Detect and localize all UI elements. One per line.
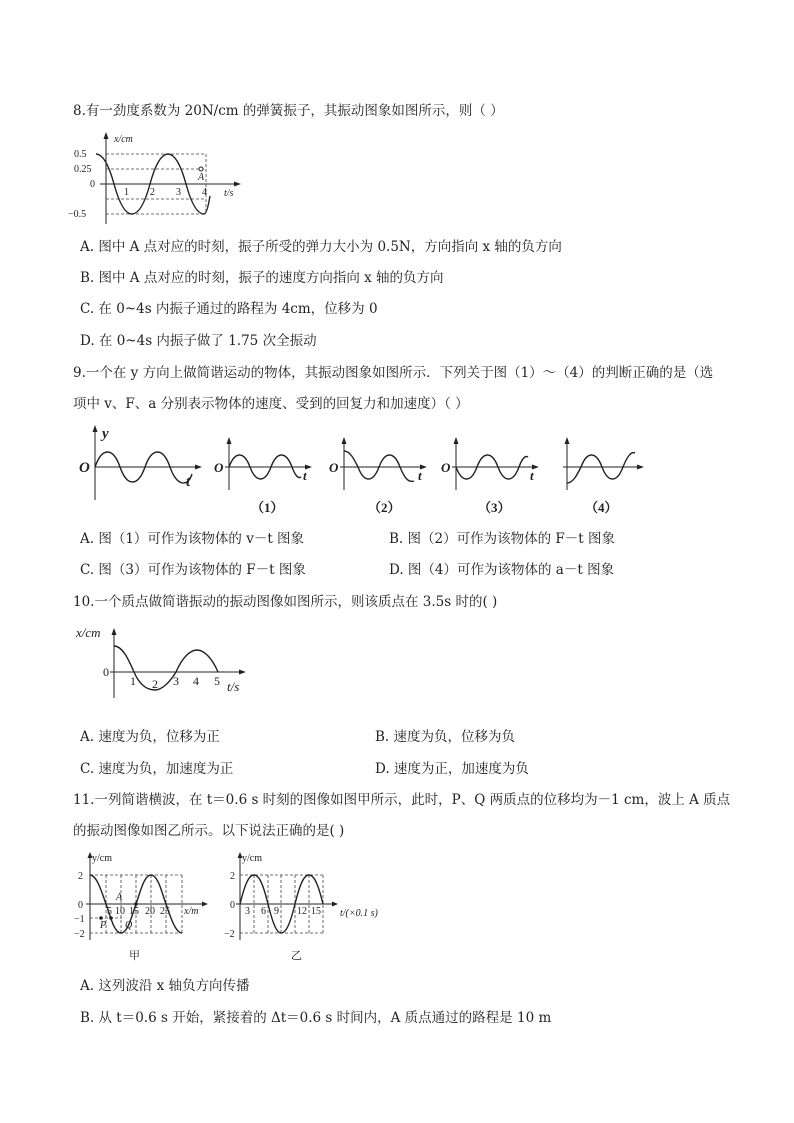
q10-xtick: 2 bbox=[152, 677, 158, 691]
q10-option-d: D. 速度为正，加速度为负 bbox=[375, 761, 529, 777]
q9-g2-xlabel: t bbox=[418, 468, 422, 483]
q8-point-a bbox=[199, 167, 203, 171]
q9-stem-line2: 项中 v、F、a 分别表示物体的速度、受到的回复力和加速度）（ ） bbox=[73, 396, 469, 412]
q11-yi-ylabel: y/cm bbox=[242, 853, 262, 864]
q11-yi-xtick: 9 bbox=[274, 906, 279, 917]
q10-xlabel: t/s bbox=[227, 679, 240, 694]
q8-option-d: D. 在 0~4s 内振子做了 1.75 次全振动 bbox=[80, 333, 317, 349]
q9-g1-origin: O bbox=[214, 460, 224, 475]
q11-option-b: B. 从 t＝0.6 s 开始，紧接着的 Δt＝0.6 s 时间内，A 质点通过的路程是 10 m bbox=[80, 1010, 552, 1026]
q10-option-b: B. 速度为负，位移为负 bbox=[375, 729, 516, 745]
q9-g1-xlabel: t bbox=[303, 468, 307, 483]
q8-xtick: 4 bbox=[202, 187, 207, 198]
q9-g3-caption: （3） bbox=[478, 500, 511, 515]
q11-jia-xtick: 5 bbox=[107, 906, 112, 917]
q10-graph bbox=[74, 620, 254, 700]
q11-yi-xtick: 6 bbox=[261, 906, 266, 917]
q9-option-b: B. 图（2）可作为该物体的 F－t 图象 bbox=[389, 531, 615, 547]
q11-jia-ytick: −1 bbox=[74, 914, 85, 925]
q9-g4-caption: （4） bbox=[585, 500, 618, 515]
q11-yi-ytick: 2 bbox=[230, 871, 235, 882]
q9-main-origin: O bbox=[79, 460, 90, 476]
q9-g3-xlabel: t bbox=[530, 468, 534, 483]
q9-g1-caption: （1） bbox=[251, 500, 284, 515]
q10-ylabel: x/cm bbox=[76, 625, 101, 640]
q11-jia-point-p: P bbox=[100, 920, 107, 931]
q10-option-a: A. 速度为负，位移为正 bbox=[80, 729, 220, 745]
q9-main-xlabel: t bbox=[186, 474, 191, 490]
q9-g2-caption: （2） bbox=[368, 500, 401, 515]
q8-xtick: 2 bbox=[150, 187, 155, 198]
q8-ylabel: x/cm bbox=[114, 134, 133, 145]
q8-graph bbox=[68, 128, 244, 228]
q8-option-c: C. 在 0~4s 内振子通过的路程为 4cm，位移为 0 bbox=[80, 301, 378, 317]
q8-ytick: 0.5 bbox=[74, 149, 87, 160]
q8-ytick: −0.5 bbox=[68, 209, 87, 220]
q11-jia-xtick: 20 bbox=[145, 906, 155, 917]
q11-yi-xtick: 12 bbox=[297, 906, 307, 917]
q11-jia-ylabel: y/cm bbox=[92, 853, 112, 864]
q11-jia-caption: 甲 bbox=[129, 950, 140, 962]
q11-jia-xtick: 15 bbox=[129, 906, 139, 917]
q11-yi-ytick: −2 bbox=[224, 929, 235, 940]
q11-stem-line2: 的振动图像如图乙所示。以下说法正确的是( ) bbox=[73, 823, 345, 839]
q9-graph-2 bbox=[328, 432, 438, 522]
q9-g3-origin: O bbox=[441, 460, 451, 475]
q11-yi-xlabel: t/(×0.1 s) bbox=[340, 908, 378, 919]
q10-origin: 0 bbox=[103, 665, 109, 679]
q8-ytick: 0 bbox=[90, 179, 95, 190]
q9-graph-1 bbox=[213, 432, 323, 522]
q11-jia-ytick: 0 bbox=[78, 900, 83, 911]
q8-xtick: 1 bbox=[124, 187, 129, 198]
q8-ytick: 0.25 bbox=[74, 164, 92, 175]
q10-option-c: C. 速度为负，加速度为正 bbox=[80, 761, 234, 777]
q11-graph-yi bbox=[226, 848, 401, 963]
q10-xtick: 4 bbox=[193, 674, 199, 688]
q11-jia-point-q: Q bbox=[125, 920, 133, 931]
q10-xtick: 5 bbox=[214, 674, 220, 688]
q8-xtick: 3 bbox=[176, 187, 181, 198]
q11-yi-caption: 乙 bbox=[291, 950, 302, 962]
q9-option-d: D. 图（4）可作为该物体的 a－t 图象 bbox=[389, 562, 615, 578]
q11-jia-ytick: 2 bbox=[78, 871, 83, 882]
q8-xlabel: t/s bbox=[224, 188, 234, 199]
q9-graph-3 bbox=[440, 432, 550, 522]
q10-stem: 10.一个质点做简谐振动的振动图像如图所示，则该质点在 3.5s 时的( ) bbox=[73, 594, 498, 610]
q9-option-a: A. 图（1）可作为该物体的 v－t 图象 bbox=[80, 531, 305, 547]
q11-yi-xtick: 3 bbox=[245, 906, 250, 917]
q11-yi-xtick: 15 bbox=[311, 906, 321, 917]
q11-jia-xtick: 10 bbox=[115, 906, 125, 917]
q11-jia-xtick: 25 bbox=[160, 906, 170, 917]
q9-main-graph bbox=[76, 422, 206, 502]
q9-main-ylabel: y bbox=[102, 426, 109, 442]
q10-xtick: 1 bbox=[130, 674, 136, 688]
q8-option-b: B. 图中 A 点对应的时刻，振子的速度方向指向 x 轴的负方向 bbox=[80, 270, 444, 286]
q11-stem-line1: 11.一列简谐横波，在 t＝0.6 s 时刻的图像如图甲所示，此时，P、Q 两质点的位移均为－1 cm，波上 A 质点 bbox=[73, 792, 731, 808]
q9-graph-4 bbox=[555, 432, 665, 522]
q9-stem-line1: 9.一个在 y 方向上做简谐运动的物体，其振动图象如图所示．下列关于图（1）～（4）的判断正确的是（选 bbox=[73, 365, 714, 381]
q11-jia-ytick: −2 bbox=[74, 929, 85, 940]
q8-stem: 8.有一劲度系数为 20N/cm 的弹簧振子，其振动图象如图所示，则（ ） bbox=[73, 103, 504, 119]
q9-option-c: C. 图（3）可作为该物体的 F－t 图象 bbox=[80, 562, 306, 578]
q8-point-label: A bbox=[198, 172, 205, 183]
q11-jia-point-a: A bbox=[116, 892, 123, 903]
q11-option-a: A. 这列波沿 x 轴负方向传播 bbox=[80, 978, 250, 994]
q11-jia-xlabel: x/m bbox=[184, 906, 199, 917]
q11-graph-jia bbox=[72, 848, 222, 963]
q8-option-a: A. 图中 A 点对应的时刻，振子所受的弹力大小为 0.5N，方向指向 x 轴的负方向 bbox=[80, 239, 562, 255]
q11-yi-ytick: 0 bbox=[230, 900, 235, 911]
q9-g2-origin: O bbox=[329, 460, 339, 475]
q10-xtick: 3 bbox=[173, 674, 179, 688]
